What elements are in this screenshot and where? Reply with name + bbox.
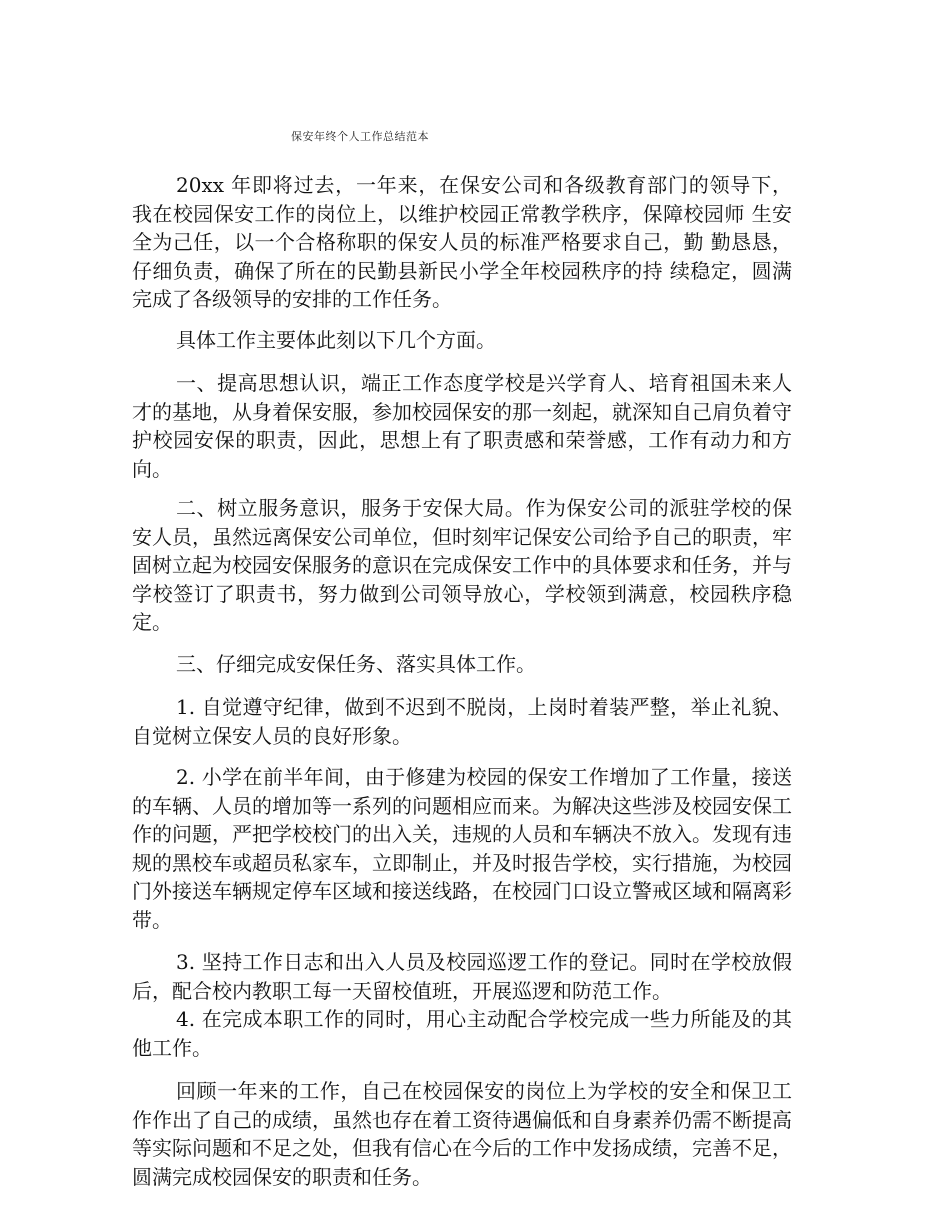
paragraph-item-2: 2. 小学在前半年间，由于修建为校园的保安工作增加了工作量，接送的车辆、人员的增加等一系列的问题相应而来。为解决这些涉及校园安保工作的问题，严把学校校门的出入关，违规的人员和车辆决不放入。发现有违规的黑校车或超员私家车，立即制止，并及时报告学校，实行措施，为校园门外接送车辆规定停车区域和接送线路，在校园门口设立警戒区域和隔离彩带。 (132, 765, 792, 932)
paragraph-section-2: 二、树立服务意识，服务于安保大局。作为保安公司的派驻学校的保安人员，虽然远离保安公司单位，但时刻牢记保安公司给予自己的职责，牢固树立起为校园安保服务的意识在完成保安工作中的具体要求和任务，并与学校签订了职责书，努力做到公司领导放心，学校领到满意，校园秩序稳定。 (132, 496, 792, 634)
document-title: 保安年终个人工作总结范本 (291, 130, 429, 143)
paragraph-section-1: 一、提高思想认识，端正工作态度学校是兴学育人、培育祖国未来人才的基地，从身着保安服，参加校园保安的那一刻起，就深知自己肩负着守护校园安保的职责，因此，思想上有了职责感和荣誉感，工作有动力和方向。 (132, 371, 792, 481)
paragraph-section-3: 三、仔细完成安保任务、落实具体工作。 (176, 652, 536, 676)
paragraph-item-1: 1. 自觉遵守纪律，做到不迟到不脱岗，上岗时着装严整，举止礼貌、自觉树立保安人员的良好形象。 (132, 695, 792, 748)
paragraph-conclusion: 回顾一年来的工作，自己在校园保安的岗位上为学校的安全和保卫工作作出了自己的成绩，虽然也存在着工资待遇偏低和自身素养仍需不断提高等实际问题和不足之处，但我有信心在今后的工作中发扬成绩，完善不足，圆满完成校园保安的职责和任务。 (132, 1079, 792, 1189)
paragraph-intro: 20xx 年即将过去，一年来，在保安公司和各级教育部门的领导下， 我在校园保安工作的岗位上，以维护校园正常教学秩序，保障校园师 生安全为己任，以一个合格称职的保安人员的标准严格要求自己，勤 勤恳恳，仔细负责，确保了所在的民勤县新民小学全年校园秩序的持 续稳定，圆满完成了各级领导的安排的工作任务。 (132, 173, 799, 311)
paragraph-item-4: 4. 在完成本职工作的同时，用心主动配合学校完成一些力所能及的其他工作。 (132, 1007, 792, 1060)
paragraph-item-3: 3. 坚持工作日志和出入人员及校园巡逻工作的登记。同时在学校放假后，配合校内教职工每一天留校值班，开展巡逻和防范工作。 (132, 950, 792, 1003)
paragraph-overview: 具体工作主要体此刻以下几个方面。 (176, 328, 496, 352)
